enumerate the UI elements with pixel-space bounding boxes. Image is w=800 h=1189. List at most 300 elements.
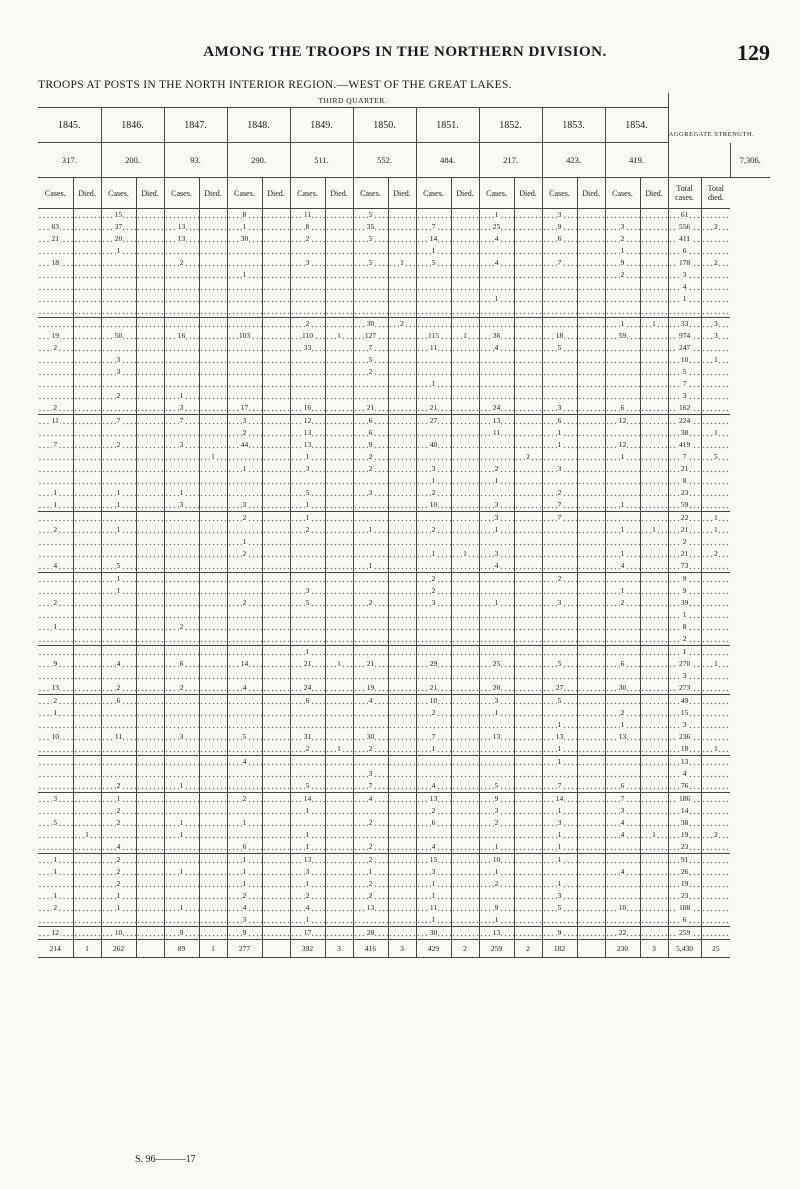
table-row	[38, 305, 770, 318]
cell-value: 12	[51, 928, 59, 937]
died-cell	[640, 475, 668, 487]
cell-value: 2	[116, 806, 121, 815]
cell-value: 3	[494, 549, 499, 558]
cases-cell	[290, 866, 325, 878]
died-cell	[262, 560, 290, 573]
cell-value: 178	[678, 258, 691, 267]
cases-cell	[542, 817, 577, 829]
died-cell	[577, 585, 605, 597]
died-cell	[451, 633, 479, 646]
cases-cell	[479, 793, 514, 806]
cases-cell	[668, 548, 701, 560]
cases-cell	[416, 209, 451, 222]
cases-cell	[164, 305, 199, 318]
cases-cell	[479, 841, 514, 854]
table-row	[38, 621, 770, 633]
cases-cell	[164, 536, 199, 548]
died-cell	[262, 695, 290, 708]
cell-value: 2	[494, 879, 499, 888]
cell-value: 1	[53, 488, 58, 497]
cases-cell	[542, 415, 577, 428]
cases-cell	[479, 257, 514, 269]
cell-value: 2	[305, 525, 310, 534]
cases-cell	[227, 451, 262, 463]
cases-cell	[479, 221, 514, 233]
cases-cell	[668, 695, 701, 708]
cell-value: 2	[400, 319, 404, 328]
died-cell	[199, 342, 227, 354]
cases-cell	[479, 390, 514, 402]
year-strength: 419.	[605, 143, 668, 178]
died-cell	[325, 573, 353, 586]
cases-cell	[164, 768, 199, 780]
died-cell	[325, 890, 353, 902]
died-cell	[262, 390, 290, 402]
died-cell	[640, 512, 668, 525]
died-cell	[451, 221, 479, 233]
died-cell	[514, 269, 542, 281]
cell-value: 2	[368, 367, 373, 376]
died-cell	[73, 427, 101, 439]
cases-cell	[668, 633, 701, 646]
died-cell	[514, 719, 542, 731]
died-cell	[514, 878, 542, 890]
cases-cell	[668, 646, 701, 659]
column-header-row	[38, 178, 770, 209]
cell-value: 13	[555, 732, 564, 741]
died-cell	[514, 305, 542, 318]
cases-cell	[668, 866, 701, 878]
died-cell	[199, 633, 227, 646]
cases-cell	[416, 695, 451, 708]
cases-cell	[227, 633, 262, 646]
died-cell	[325, 342, 353, 354]
cell-value: 76	[680, 781, 689, 790]
cases-cell	[668, 854, 701, 867]
cell-value: 3	[713, 319, 718, 328]
cell-value: 3	[431, 598, 436, 607]
cases-cell	[38, 536, 73, 548]
cases-cell	[479, 756, 514, 769]
cases-cell	[38, 573, 73, 586]
cases-cell	[668, 768, 701, 780]
died-cell	[136, 269, 164, 281]
cases-cell	[542, 719, 577, 731]
died-cell	[199, 293, 227, 305]
cases-cell	[479, 817, 514, 829]
died-cell	[640, 866, 668, 878]
cell-value: 7	[431, 222, 436, 231]
died-cell	[514, 342, 542, 354]
died-cell	[701, 854, 730, 867]
died-cell	[73, 927, 101, 940]
died-cell	[199, 756, 227, 769]
died-cell	[577, 866, 605, 878]
died-cell	[73, 209, 101, 222]
cases-cell	[542, 829, 577, 841]
died-cell	[701, 878, 730, 890]
cases-cell	[668, 305, 701, 318]
cases-cell	[290, 817, 325, 829]
cases-cell	[605, 731, 640, 743]
died-cell	[136, 633, 164, 646]
cases-cell	[101, 548, 136, 560]
died-cell	[262, 633, 290, 646]
cases-cell	[227, 415, 262, 428]
cell-value: 5	[305, 781, 310, 790]
cases-cell	[227, 330, 262, 342]
died-cell	[514, 427, 542, 439]
cases-cell	[479, 670, 514, 682]
cases-cell	[290, 245, 325, 257]
cases-cell	[416, 281, 451, 293]
cases-cell	[416, 633, 451, 646]
cases-cell	[416, 609, 451, 621]
cell-value: 49	[680, 696, 689, 705]
cases-cell	[353, 536, 388, 548]
cases-cell	[542, 390, 577, 402]
died-cell	[640, 914, 668, 927]
cases-cell	[542, 743, 577, 756]
cell-value: 3	[368, 488, 373, 497]
died-cell	[136, 512, 164, 525]
cases-cell	[164, 330, 199, 342]
died-cell	[73, 902, 101, 914]
cases-cell	[101, 866, 136, 878]
died-cell	[136, 451, 164, 463]
cell-value: 110	[302, 331, 313, 340]
cases-cell	[479, 707, 514, 719]
cell-value: 2	[682, 537, 687, 546]
cases-cell	[101, 293, 136, 305]
died-cell	[701, 621, 730, 633]
cell-value: 1	[242, 222, 247, 231]
cases-cell	[101, 281, 136, 293]
cases-cell	[479, 487, 514, 499]
cell-value: 7	[557, 513, 562, 522]
died-cell	[577, 536, 605, 548]
cases-cell	[290, 487, 325, 499]
cell-value: 108	[678, 903, 691, 912]
cell-value: 1	[305, 500, 310, 509]
cases-cell	[668, 731, 701, 743]
cases-cell	[38, 682, 73, 695]
died-cell	[514, 902, 542, 914]
died-cell	[199, 512, 227, 525]
died-cell	[640, 233, 668, 245]
cell-value: 3	[53, 794, 58, 803]
cell-value: 15	[680, 708, 689, 717]
died-cell	[514, 512, 542, 525]
cell-value: 2	[431, 488, 436, 497]
died-cell	[73, 378, 101, 390]
cases-cell	[164, 233, 199, 245]
cases-cell	[164, 487, 199, 499]
cell-value: 6	[682, 915, 687, 924]
died-cell	[325, 366, 353, 378]
died-cell	[262, 293, 290, 305]
cell-value: 12	[303, 416, 312, 425]
cases-cell	[479, 415, 514, 428]
died-cell	[388, 451, 416, 463]
cases-cell	[416, 378, 451, 390]
cases-cell	[164, 731, 199, 743]
cases-cell	[164, 633, 199, 646]
table-row	[38, 524, 770, 536]
table-row	[38, 354, 770, 366]
died-cell	[451, 597, 479, 609]
cases-cell	[290, 499, 325, 512]
died-cell	[577, 463, 605, 475]
died-cell	[577, 902, 605, 914]
cell-value: 1	[652, 830, 656, 839]
table-row	[38, 756, 770, 769]
died-header: Died.	[262, 178, 290, 209]
died-cell	[451, 707, 479, 719]
cases-cell	[290, 281, 325, 293]
cases-cell	[416, 487, 451, 499]
cases-cell	[101, 743, 136, 756]
cell-value: 23	[680, 842, 689, 851]
cases-cell	[227, 719, 262, 731]
cases-cell	[479, 914, 514, 927]
died-cell	[451, 609, 479, 621]
table-row	[38, 378, 770, 390]
died-cell	[262, 463, 290, 475]
died-cell	[73, 682, 101, 695]
died-cell	[73, 743, 101, 756]
cell-value: 1	[620, 549, 625, 558]
died-cell	[73, 354, 101, 366]
table-subtitle: TROOPS AT POSTS IN THE NORTH INTERIOR REGION.—WEST OF THE GREAT LAKES.	[38, 79, 512, 91]
cases-cell	[353, 330, 388, 342]
cases-cell	[353, 451, 388, 463]
cell-value: 1	[463, 331, 467, 340]
cases-cell	[290, 743, 325, 756]
cell-value: 1	[116, 903, 121, 912]
cases-cell	[605, 707, 640, 719]
cases-cell	[605, 305, 640, 318]
cases-cell	[101, 817, 136, 829]
cases-cell	[479, 233, 514, 245]
cases-cell	[227, 695, 262, 708]
died-cell	[73, 914, 101, 927]
cases-cell	[353, 560, 388, 573]
died-cell	[701, 793, 730, 806]
cases-cell	[101, 463, 136, 475]
cases-cell	[38, 609, 73, 621]
cell-value: 4	[494, 561, 499, 570]
died-cell	[640, 707, 668, 719]
died-cell	[451, 342, 479, 354]
cases-cell	[164, 573, 199, 586]
cases-cell	[668, 512, 701, 525]
died-cell	[514, 475, 542, 487]
cases-cell	[416, 780, 451, 793]
cases-cell	[101, 658, 136, 670]
died-cell	[199, 233, 227, 245]
cases-cell	[542, 318, 577, 331]
cell-value: 11	[492, 428, 501, 437]
died-cell	[451, 390, 479, 402]
cases-cell	[479, 354, 514, 366]
died-cell	[701, 233, 730, 245]
died-cell	[388, 342, 416, 354]
cases-cell	[290, 318, 325, 331]
died-cell	[701, 512, 730, 525]
died-cell	[640, 548, 668, 560]
cases-cell	[38, 817, 73, 829]
cases-cell	[353, 658, 388, 670]
died-cell	[325, 927, 353, 940]
died-cell	[640, 695, 668, 708]
died-cell	[577, 415, 605, 428]
died-cell	[514, 658, 542, 670]
died-cell	[262, 829, 290, 841]
cell-value: 9	[682, 574, 687, 583]
died-cell	[262, 573, 290, 586]
died-cell	[577, 330, 605, 342]
cases-cell	[164, 695, 199, 708]
cell-value: 3	[682, 671, 687, 680]
table-row	[38, 658, 770, 670]
died-cell	[577, 940, 605, 958]
cases-cell	[353, 354, 388, 366]
died-cell	[136, 245, 164, 257]
cases-cell	[605, 512, 640, 525]
died-cell	[388, 940, 416, 958]
cases-cell	[227, 780, 262, 793]
cases-cell	[479, 548, 514, 560]
cases-cell	[542, 342, 577, 354]
cell-value: 1	[682, 647, 687, 656]
cell-value: 2	[620, 708, 625, 717]
died-cell	[73, 475, 101, 487]
died-header: Died.	[73, 178, 101, 209]
cell-value: 5	[116, 561, 121, 570]
cell-value: 2	[179, 622, 184, 631]
cases-cell	[416, 221, 451, 233]
total-cases-header: Total cases.	[668, 178, 701, 209]
table-row	[38, 670, 770, 682]
cell-value: 2	[116, 867, 121, 876]
cases-cell	[353, 829, 388, 841]
died-cell	[388, 487, 416, 499]
cases-cell	[605, 560, 640, 573]
cases-cell	[605, 427, 640, 439]
died-cell	[73, 621, 101, 633]
cases-cell	[164, 743, 199, 756]
table-row	[38, 817, 770, 829]
cases-cell	[668, 536, 701, 548]
cases-cell	[353, 390, 388, 402]
cell-value: 21	[429, 403, 438, 412]
cases-cell	[668, 902, 701, 914]
cases-cell	[227, 354, 262, 366]
cell-value: 23	[680, 488, 689, 497]
died-cell	[199, 281, 227, 293]
cases-cell	[38, 878, 73, 890]
cell-value: 8	[242, 210, 247, 219]
died-cell	[640, 829, 668, 841]
cases-cell	[164, 719, 199, 731]
cases-cell	[290, 233, 325, 245]
died-cell	[640, 633, 668, 646]
table-row	[38, 463, 770, 475]
cases-cell	[164, 841, 199, 854]
died-cell	[73, 293, 101, 305]
table-row	[38, 768, 770, 780]
cases-cell	[227, 499, 262, 512]
cell-value: 1	[305, 513, 310, 522]
cell-value: 1	[85, 944, 89, 953]
cases-cell	[605, 585, 640, 597]
died-cell	[325, 451, 353, 463]
died-cell	[701, 318, 730, 331]
died-cell	[514, 817, 542, 829]
cases-cell	[227, 487, 262, 499]
cell-value: 2	[463, 944, 467, 953]
cell-value: 6	[557, 234, 562, 243]
cell-value: 182	[553, 944, 566, 953]
cell-value: 1	[53, 500, 58, 509]
cases-cell	[101, 512, 136, 525]
cases-cell	[101, 878, 136, 890]
cases-header: Cases.	[416, 178, 451, 209]
cases-cell	[227, 512, 262, 525]
cell-value: 3	[400, 944, 404, 953]
cases-cell	[101, 451, 136, 463]
cell-value: 25	[712, 944, 720, 953]
died-cell	[640, 805, 668, 817]
cases-cell	[290, 670, 325, 682]
cell-value: 39	[680, 598, 689, 607]
cases-cell	[605, 463, 640, 475]
died-cell	[325, 524, 353, 536]
died-cell	[640, 281, 668, 293]
died-cell	[451, 512, 479, 525]
cell-value: 3	[242, 915, 247, 924]
cell-value: 61	[680, 210, 689, 219]
cell-value: 63	[51, 222, 59, 231]
cases-cell	[479, 854, 514, 867]
cases-cell	[38, 233, 73, 245]
died-cell	[388, 633, 416, 646]
died-cell	[640, 536, 668, 548]
cell-value: 9	[494, 903, 499, 912]
died-cell	[640, 427, 668, 439]
cases-cell	[416, 914, 451, 927]
cell-value: 1	[305, 647, 310, 656]
died-cell	[325, 499, 353, 512]
died-cell	[136, 902, 164, 914]
died-cell	[701, 890, 730, 902]
cell-value: 3	[305, 464, 310, 473]
cases-cell	[38, 512, 73, 525]
died-cell	[577, 707, 605, 719]
died-cell	[262, 427, 290, 439]
table-row	[38, 829, 770, 841]
died-cell	[73, 487, 101, 499]
died-cell	[325, 707, 353, 719]
died-cell	[701, 305, 730, 318]
cases-cell	[38, 940, 73, 958]
died-cell	[73, 817, 101, 829]
cases-cell	[290, 646, 325, 659]
died-cell	[199, 902, 227, 914]
cell-value: 6	[557, 416, 562, 425]
died-cell	[136, 695, 164, 708]
